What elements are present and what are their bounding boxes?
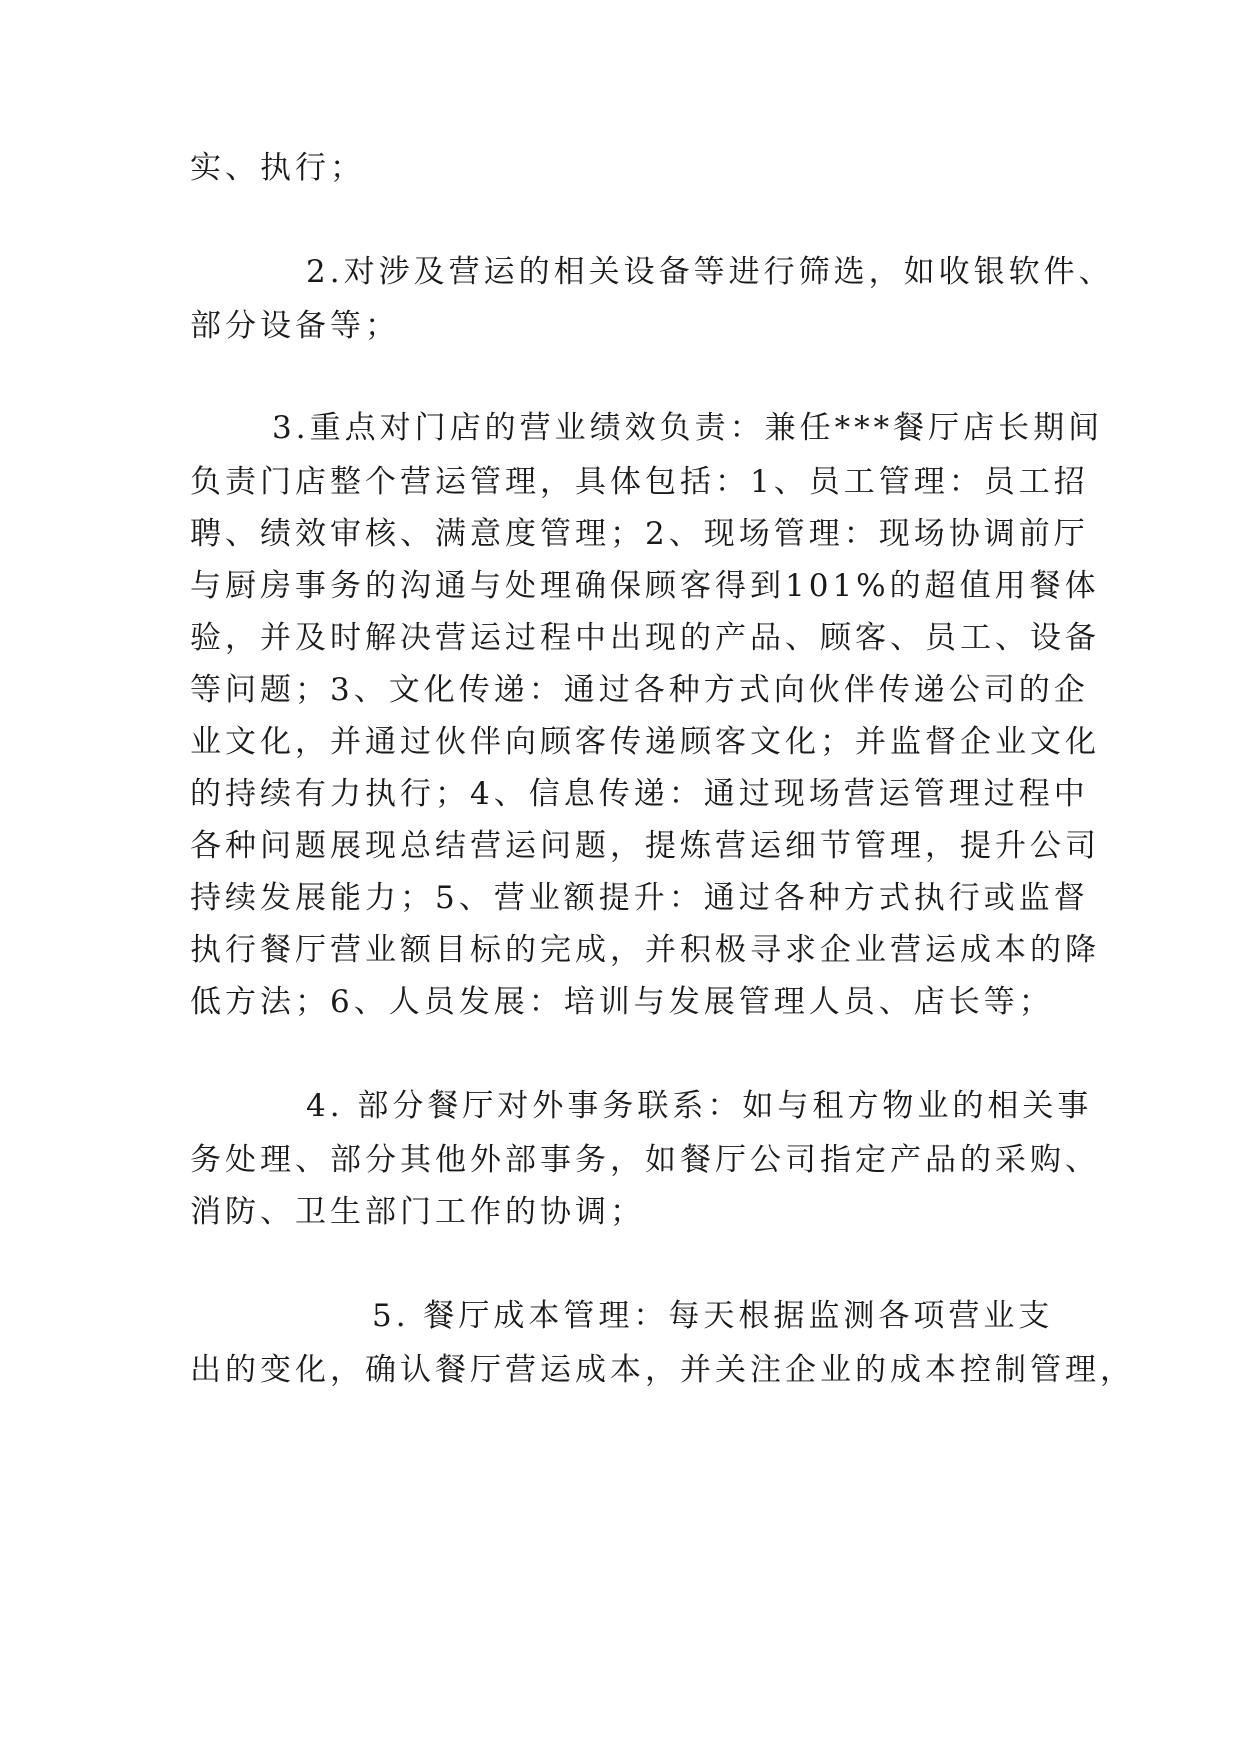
text-line: 与厨房事务的沟通与处理确保顾客得到101%的超值用餐体	[190, 568, 1100, 604]
text-line: 执行餐厅营业额目标的完成，并积极寻求企业营运成本的降	[190, 932, 1100, 968]
text-line: 消防、卫生部门工作的协调；	[190, 1194, 645, 1230]
text-line: 等问题；3、文化传递：通过各种方式向伙伴传递公司的企	[190, 672, 1089, 708]
text-line: 各种问题展现总结营运问题，提炼营运细节管理，提升公司	[190, 828, 1100, 864]
text-line: 部分设备等；	[190, 308, 400, 344]
text-line: 验，并及时解决营运过程中出现的产品、顾客、员工、设备	[190, 620, 1100, 656]
list-item-4: 4. 部分餐厅对外事务联系：如与租方物业的相关事	[306, 1088, 1093, 1124]
list-item-3: 3.重点对门店的营业绩效负责：兼任***餐厅店长期间	[272, 410, 1104, 446]
text-line: 业文化，并通过伙伴向顾客传递顾客文化；并监督企业文化	[190, 724, 1100, 760]
text-line: 出的变化，确认餐厅营运成本，并关注企业的成本控制管理，	[190, 1352, 1135, 1388]
list-item-2: 2.对涉及营运的相关设备等进行筛选，如收银软件、	[306, 254, 1114, 290]
text-line: 实、执行；	[190, 150, 365, 186]
text-line: 聘、绩效审核、满意度管理；2、现场管理：现场协调前厅	[190, 516, 1089, 552]
text-line: 负责门店整个营运管理，具体包括：1、员工管理：员工招	[190, 464, 1089, 500]
text-line: 务处理、部分其他外部事务，如餐厅公司指定产品的采购、	[190, 1142, 1100, 1178]
text-line: 的持续有力执行；4、信息传递：通过现场营运管理过程中	[190, 776, 1089, 812]
text-line: 持续发展能力；5、营业额提升：通过各种方式执行或监督	[190, 880, 1089, 916]
text-line: 低方法；6、人员发展：培训与发展管理人员、店长等；	[190, 984, 1054, 1020]
list-item-5: 5. 餐厅成本管理：每天根据监测各项营业支	[372, 1298, 1054, 1334]
